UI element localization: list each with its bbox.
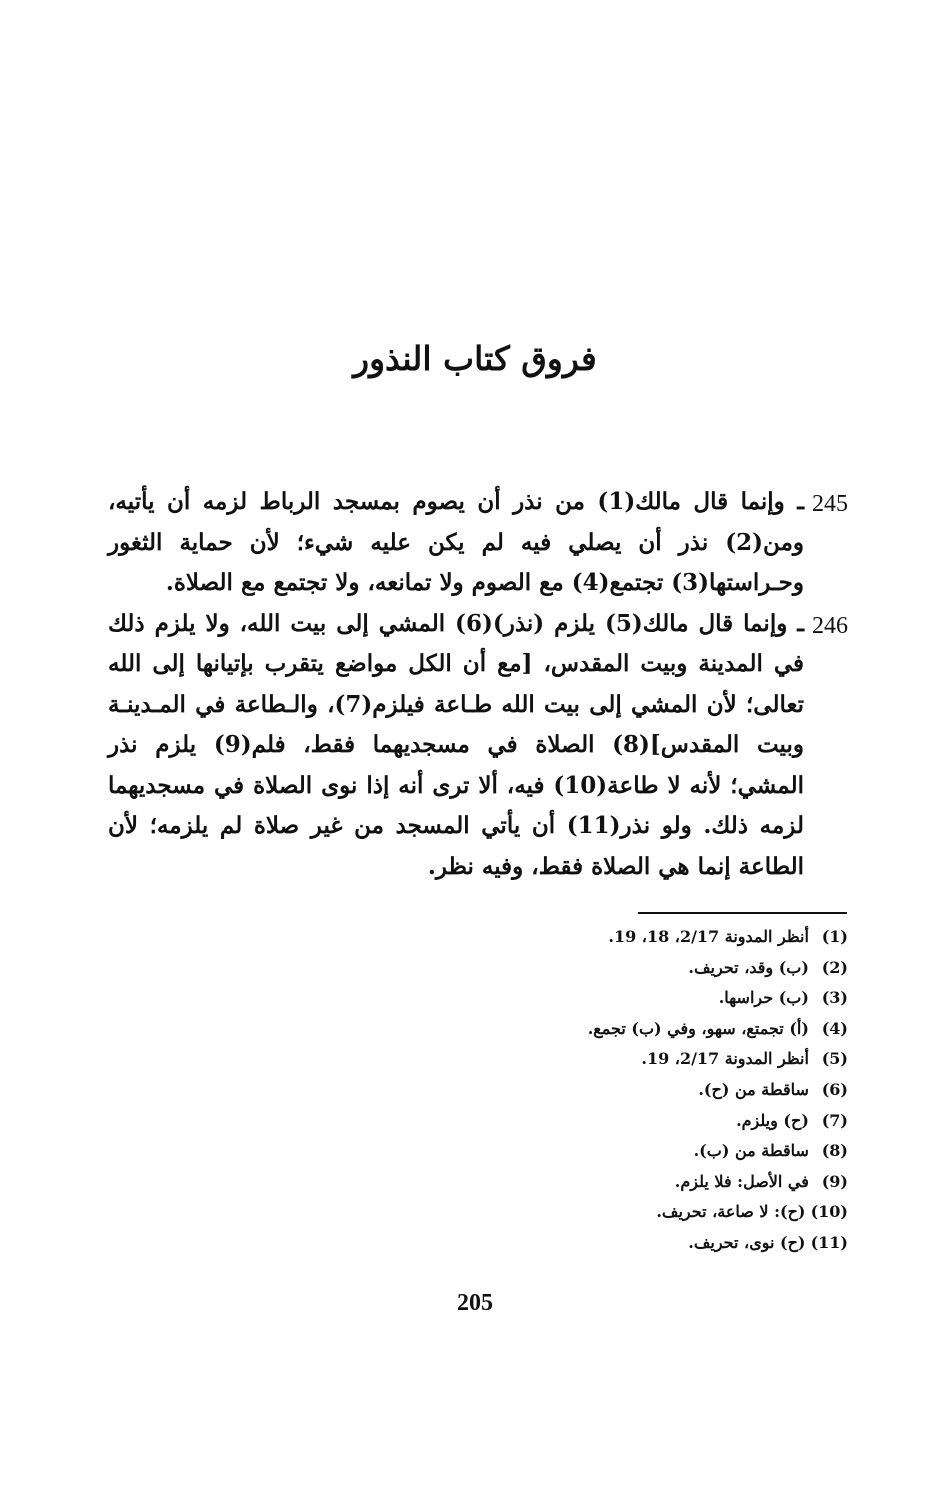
footnote: [420, 1136, 848, 1167]
footnote-text: (ح): لا صاعة، تحريف.: [656, 1202, 806, 1222]
paragraph-246: 246 ـ وإنما قال مالك(5) يلزم (نذر)(6) المشي إلى بيت الله، ولا يلزم ذلك في المدينة وبيت المقدس، [مع أن الكل مواضع يتقرب بإتيانها إلى الله تعالى؛ لأن المشي إلى بيت الله طـاعة فيلزم(7)، والـطاعة في المـدينـة وبيت المقدس](8) الصلاة في مسجديهما فقط، فلم(9) يلزم نذر المشي؛ لأنه لا طاعة(10) فيه، ألا ترى أنه إذا نوى الصلاة في مسجديهما لزمه ذلك. ولو نذر(11) أن يأتي المسجد من غير صلاة لم يلزمه؛ لأن الطاعة إنما هي الصلاة فقط، وفيه نظر.: [108, 609, 849, 880]
footnote: [420, 953, 848, 984]
paragraph-text: ـ وإنما قال مالك(1) من نذر أن يصوم بمسجد الرباط لزمه أن يأتيه، ومن(2) نذر أن يصلي فيه لم يكن عليه شيء؛ لأن حماية الثغور وحـراستها(3) تجتمع(4) مع الصوم ولا تمانعه، ولا تجتمع مع الصلاة.: [108, 488, 804, 596]
paragraph-245: 245 ـ وإنما قال مالك(1) من نذر أن يصوم بمسجد الرباط لزمه أن يأتيه، ومن(2) نذر أن يصلي فيه لم يكن عليه شيء؛ لأن حماية الثغور وحـراستها(3) تجتمع(4) مع الصوم ولا تمانعه، ولا تجتمع مع الصلاة.: [108, 488, 848, 596]
footnote: [420, 1106, 848, 1137]
footnote: [420, 1167, 848, 1198]
footnote: [420, 1228, 848, 1259]
footnote-number: (4): [821, 1018, 848, 1038]
footnote-separator: [638, 912, 847, 914]
footnote-number: (11): [810, 1232, 848, 1252]
footnote-number: (5): [821, 1049, 848, 1069]
footnote-text: أنظر المدونة 2/17، 18، 19.: [608, 927, 809, 946]
footnote-number: (6): [821, 1079, 848, 1099]
footnote-text: (ح) ويلزم.: [736, 1110, 809, 1130]
footnote: [420, 1075, 848, 1106]
footnote: [420, 1044, 848, 1075]
footnote-text: في الأصل: فلا يلزم.: [674, 1171, 809, 1191]
footnotes: [420, 922, 848, 1259]
footnote-number: (9): [821, 1171, 848, 1191]
footnote-number: (1): [821, 927, 848, 946]
main-text: [108, 482, 848, 887]
footnote: [420, 922, 848, 953]
footnote: [420, 1014, 848, 1045]
footnote-text: ساقطة من (ح).: [698, 1079, 809, 1099]
footnote-text: (ب) حراسها.: [718, 988, 809, 1008]
footnote-number: (7): [821, 1110, 848, 1130]
footnote-number: (2): [821, 957, 848, 977]
footnote: [420, 1197, 848, 1228]
footnote-text: (أ) تجمتع، سهو، وفي (ب) تجمع.: [587, 1018, 809, 1038]
footnote: [420, 983, 848, 1014]
chapter-title: فروق كتاب النذور: [353, 339, 597, 378]
footnote-number: (10): [810, 1202, 848, 1222]
footnote-text: أنظر المدونة 2/17، 19.: [641, 1049, 809, 1069]
footnote-text: (ب) وقد، تحريف.: [688, 957, 809, 977]
footnote-text: (ح) نوى، تحريف.: [688, 1232, 806, 1252]
footnote-number: (8): [821, 1141, 848, 1161]
page-number: 205: [457, 1290, 493, 1316]
footnote-text: ساقطة من (ب).: [693, 1141, 809, 1161]
paragraph-text: ـ وإنما قال مالك(5) يلزم (نذر)(6) المشي إلى بيت الله، ولا يلزم ذلك في المدينة وبيت المقدس، [مع أن الكل مواضع يتقرب بإتيانها إلى الله تعالى؛ لأن المشي إلى بيت الله طـاعة فيلزم(7)، والـطاعة في المـدينـة وبيت المقدس](8) الصلاة في مسجديهما فقط، فلم(9) يلزم نذر المشي؛ لأنه لا طاعة(10) فيه، ألا ترى أنه إذا نوى الصلاة في مسجديهما لزمه ذلك. ولو نذر(11) أن يأتي المسجد من غير صلاة لم يلزمه؛ لأن الطاعة إنما هي الصلاة فقط، وفيه نظر.: [108, 609, 805, 880]
footnote-number: (3): [821, 988, 848, 1008]
